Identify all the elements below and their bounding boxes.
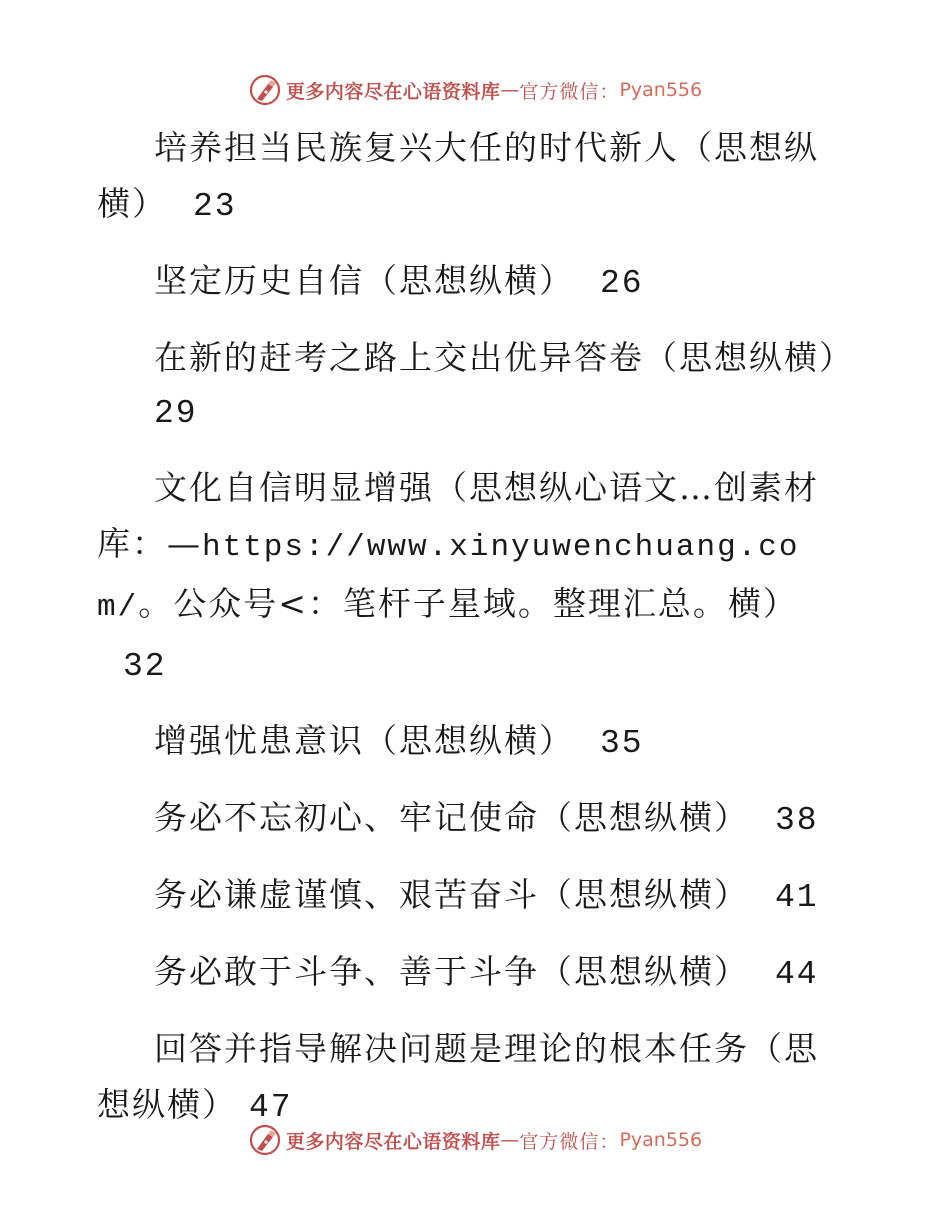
toc-title: 培养担当民族复兴大任的时代新人（思想纵横） (97, 128, 819, 223)
header-banner (0, 70, 950, 110)
toc-title: 务必谦虚谨慎、艰苦奋斗（思想纵横） (154, 875, 749, 914)
toc-entry (97, 790, 842, 849)
toc-title: 坚定历史自信（思想纵横） (154, 261, 574, 300)
toc-entry (97, 120, 842, 235)
website-url: https://www.xinyuwenchuang.com/ (97, 530, 800, 625)
pen-nib-circle-icon (248, 1123, 282, 1157)
toc-page-number: 44 (775, 956, 819, 993)
toc-title-continued: 。公众号<：笔杆子星域。整理汇总。横） (138, 584, 798, 623)
table-of-contents (97, 120, 854, 1154)
wechat-id: Pyan556 (619, 79, 703, 101)
brand-text: 更多内容尽在心语资料库 (285, 1130, 501, 1153)
footer-banner (0, 1120, 950, 1160)
toc-page-number: 41 (775, 879, 819, 916)
wechat-label: 官方微信： (519, 1130, 620, 1153)
banner-dash: — (500, 79, 520, 101)
toc-title: 回答并指导解决问题是理论的根本任务（思想纵横） (97, 1029, 819, 1124)
toc-title: 增强忧患意识（思想纵横） (154, 721, 574, 760)
toc-entry (97, 460, 842, 695)
toc-title: 在新的赶考之路上交出优异答卷（思想纵横） (154, 338, 854, 377)
banner-dash: — (500, 1129, 520, 1151)
toc-page-number: 26 (600, 265, 644, 302)
brand-text: 更多内容尽在心语资料库 (285, 80, 501, 103)
wechat-label: 官方微信： (519, 80, 620, 103)
toc-entry (97, 1021, 842, 1136)
toc-title: 文化自信明显增强（思想纵心语文…创素材库：— (97, 468, 819, 563)
toc-title: 务必敢于斗争、善于斗争（思想纵横） (154, 952, 749, 991)
toc-page-number: 23 (193, 188, 237, 225)
pen-nib-circle-icon (248, 73, 282, 107)
toc-page-number: 35 (600, 725, 644, 762)
toc-entry (97, 253, 842, 312)
toc-title: 务必不忘初心、牢记使命（思想纵横） (154, 798, 749, 837)
wechat-id: Pyan556 (619, 1129, 703, 1151)
toc-page-number: 29 (154, 395, 198, 432)
toc-entry (97, 713, 842, 772)
toc-entry (97, 867, 842, 926)
toc-page-number: 32 (123, 648, 167, 685)
toc-page-number: 47 (249, 1089, 293, 1126)
toc-page-number: 38 (775, 802, 819, 839)
toc-entry (97, 944, 842, 1003)
toc-entry (97, 330, 854, 442)
